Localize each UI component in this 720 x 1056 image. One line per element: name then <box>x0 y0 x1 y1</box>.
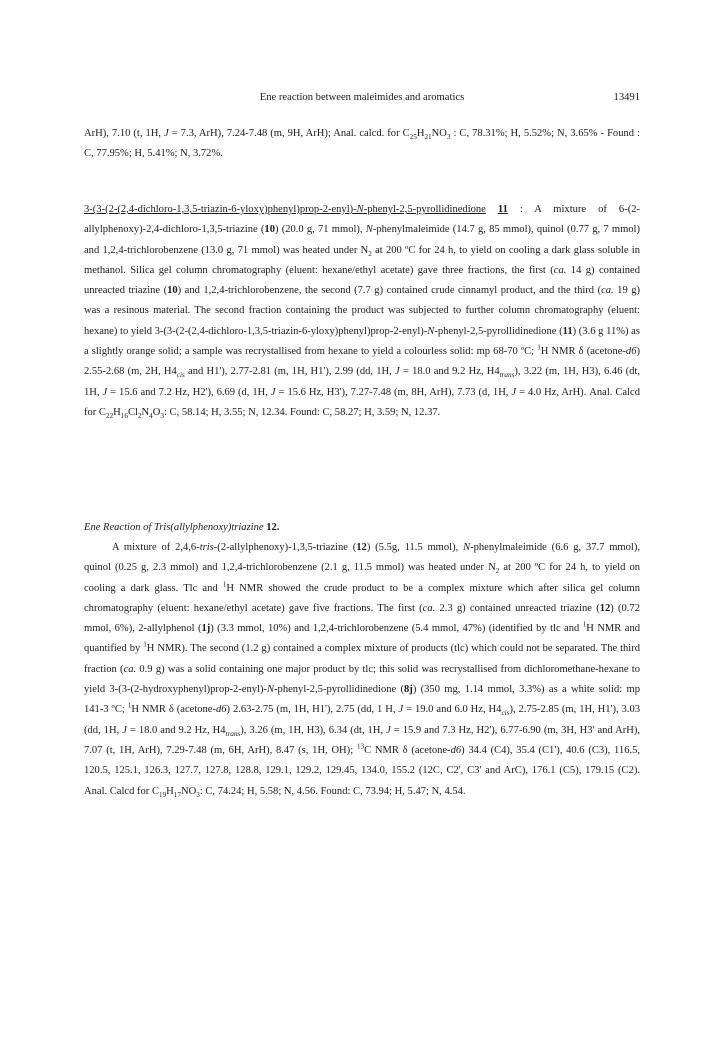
paragraph-compound-11: 3-(3-(2-(2,4-dichloro-1,3,5-triazin-6-yloxy)phenyl)prop-2-enyl)-N-phenyl-2,5-pyrollidinedione 11 : A mixture of 6-(2-allylphenoxy)-2,4-dichloro-1,3,5-triazine (10) (20.0 g, 71 mmol), N-phenylmaleimide (14.7 g, 85 mmol), quinol (0.77 g, 7 mmol) and 1,2,4-trichlorobenzene (13.0 g, 71 mmol) was heated under $N_2$ at 200 ºC for 24 h, to yield on cooling a dark glass soluble in methanol. Silica gel column chromatography (eluent: hexane/ethyl acetate) gave three fractions, the first (ca. 14 g) contained unreacted triazine (10) and 1,2,4-trichlorobenzene, the second (7.7 g) contained crude cinnamyl product, and the third (ca. 19 g) was a resinous material. The second fraction containing the product was subjected to further column chromatography (eluent: hexane) to yield 3-(3-(2-(2,4-dichloro-1,3,5-triazin-6-yloxy)phenyl)prop-2-enyl)-N-phenyl-2,5-pyrollidinedione (11) (3.6 g 11%) as a slightly orange solid; a sample was recrystallised from hexane to yield a colourless solid: mp 68-70 ºC; $^1$H NMR δ (acetone-d6) 2.55-2.68 (m, 2H, $H4_{cis}$ and H1'), 2.77-2.81 (m, 1H, H1'), 2.99 (dd, 1H, J = 18.0 and 9.2 Hz, $H4_{trans}$), 3.22 (m, 1H, H3), 6.46 (dt, 1H, J = 15.6 and 7.2 Hz, H2'), 6.69 (d, 1H, J = 15.6 Hz, H3'), 7.27-7.48 (m, 8H, ArH), 7.73 (d, 1H, J = 4.0 Hz, ArH). Anal. Calcd for $C_{22}H_{16}Cl_2N_4O_3$: C, 58.14; H, 3.55; N, 12.34. Found: C, 58.27; H, 3.59; N, 12.37. <box>84 204 641 421</box>
section-heading: Ene Reaction of Tris(allylphenoxy)triazine 12. <box>84 522 280 533</box>
running-header <box>84 92 640 108</box>
running-title: Ene reaction between maleimides and aromatics <box>259 92 465 103</box>
compound-number: 11 <box>497 204 508 215</box>
paragraph-analysis-continued: ArH), 7.10 (t, 1H, J = 7.3, ArH), 7.24-7.48 (m, 9H, ArH); Anal. calcd. for $C_{25}H_{21}NO_3$ : C, 78.31%; H, 5.52%; N, 3.65% - Found : C, 77.95%; H, 5.41%; N, 3.72%. <box>84 128 640 160</box>
paragraph-ene-reaction: A mixture of 2,4,6-tris-(2-allylphenoxy)-1,3,5-triazine (12) (5.5g, 11.5 mmol), N-phenylmaleimide (6.6 g, 37.7 mmol), quinol (0.25 g, 2.3 mmol) and 1,2,4-trichlorobenzene (2.1 g, 11.5 mmol) was heated under $N_2$ at 200 ºC for 24 h, to yield on cooling a dark glass. Tlc and $^1$H NMR showed the crude product to be a complex mixture which after silica gel column chromatography (eluent: hexane/ethyl acetate) gave five fractions. The first (ca. 2.3 g) contained unreacted triazine (12) (0.72 mmol, 6%), 2-allylphenol (1j) (3.3 mmol, 10%) and 1,2,4-trichlorobenzene (5.4 mmol, 47%) (identified by tlc and $^1$H NMR and quantified by $^1$H NMR). The second (1.2 g) contained a complex mixture of products (tlc) which could not be separated. The third fraction (ca. 0.9 g) was a solid containing one major product by tlc; this solid was recrystallised from dichloromethane-hexane to yield 3-(3-(2-hydroxyphenyl)prop-2-enyl)-N-phenyl-2,5-pyrollidinedione (8j) (350 mg, 1.14 mmol, 3.3%) as a white solid: mp 141-3 ºC; $^1$H NMR δ (acetone-d6) 2.63-2.75 (m, 1H, H1'), 2.75 (dd, 1 H, J = 19.0 and 6.0 Hz, $H4_{cis}$), 2.75-2.85 (m, 1H, H1'), 3.03 (dd, 1H, J = 18.0 and 9.2 Hz, $H4_{trans}$), 3.26 (m, 1H, H3), 6.34 (dt, 1H, J = 15.9 and 7.3 Hz, H2'), 6.77-6.90 (m, 3H, H3' and ArH), 7.07 (t, 1H, ArH), 7.29-7.48 (m, 6H, ArH), 8.47 (s, 1H, OH); $^{13}$C NMR δ (acetone-d6) 34.4 (C4), 35.4 (C1'), 40.6 (C3), 116.5, 120.5, 125.1, 126.3, 127.7, 127.8, 128.8, 129.1, 129.2, 129.45, 134.0, 155.2 (12C, C2', C3' and ArC), 176.1 (C5), 179.15 (C2). Anal. Calcd for $C_{19}H_{17}NO_3$: C, 74.24; H, 5.58; N, 4.56. Found: C, 73.94; H, 5.47; N, 4.54. <box>84 542 641 799</box>
compound-heading: 3-(3-(2-(2,4-dichloro-1,3,5-triazin-6-yloxy)phenyl)prop-2-enyl)-N-phenyl-2,5-pyrollidinedione <box>84 204 486 215</box>
page-number: 13491 <box>613 92 640 103</box>
